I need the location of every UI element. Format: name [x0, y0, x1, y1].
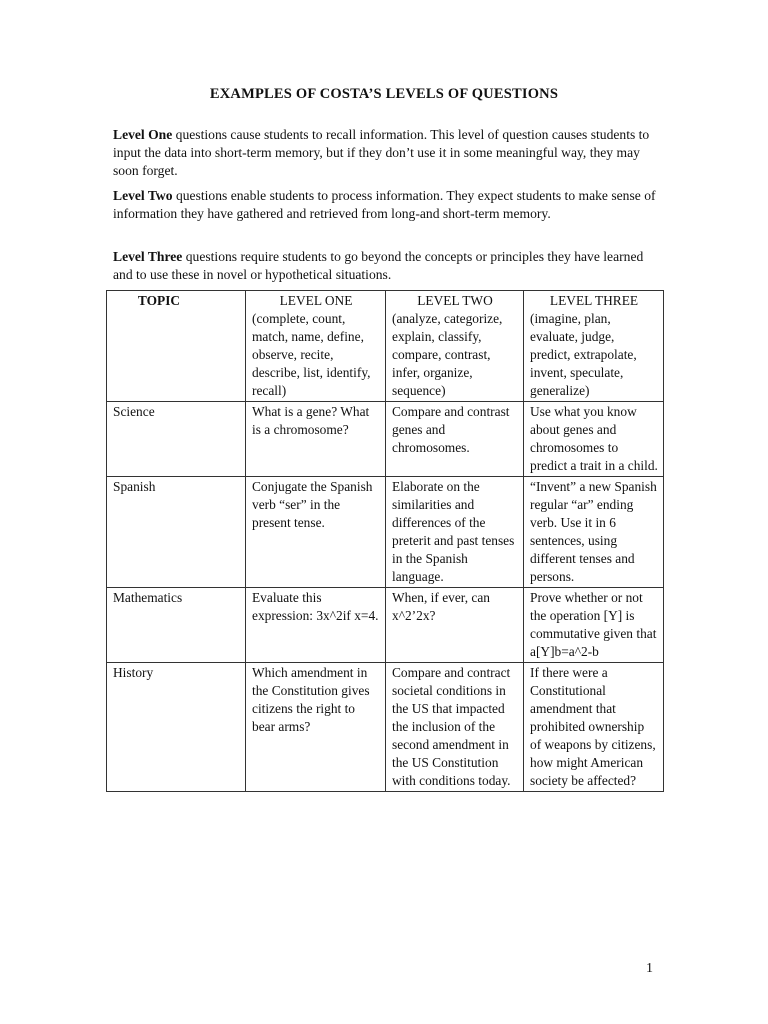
row-level-three: “Invent” a new Spanish regular “ar” ending verb. Use it in 6 sentences, using different tenses and persons. — [524, 477, 664, 588]
row-level-two: Elaborate on the similarities and differences of the preterit and past tenses in the Spanish language. — [386, 477, 524, 588]
header-level-three-title: LEVEL THREE — [549, 293, 639, 308]
header-level-one-title: LEVEL ONE — [279, 293, 353, 308]
row-level-two: When, if ever, can x^2’2x? — [386, 588, 524, 663]
row-topic: Science — [107, 402, 246, 477]
header-level-two — [386, 291, 524, 402]
row-level-one: What is a gene? What is a chromosome? — [246, 402, 386, 477]
row-level-two: Compare and contract societal conditions in the US that impacted the inclusion of the second amendment in the US Constitution with conditions today. — [386, 663, 524, 792]
row-level-three: Use what you know about genes and chromosomes to predict a trait in a child. — [524, 402, 664, 477]
header-level-one-desc: (complete, count, match, name, define, observe, recite, describe, list, identify, recall) — [252, 311, 371, 398]
page-title: EXAMPLES OF COSTA’S LEVELS OF QUESTIONS — [209, 86, 559, 102]
level-three-lead: Level Three — [113, 249, 183, 264]
level-one-lead: Level One — [113, 127, 173, 142]
level-three-paragraph — [113, 248, 658, 284]
header-topic: TOPIC — [107, 291, 246, 402]
table-header-row — [107, 291, 664, 402]
header-level-two-title: LEVEL TWO — [417, 293, 493, 308]
row-level-one: Evaluate this expression: 3x^2if x=4. — [246, 588, 386, 663]
costa-levels-table — [106, 290, 664, 792]
header-level-two-desc: (analyze, categorize, explain, classify, compare, contrast, infer, organize, sequence) — [392, 311, 503, 398]
row-level-two: Compare and contrast genes and chromosomes. — [386, 402, 524, 477]
level-two-paragraph — [113, 187, 658, 223]
row-level-three: Prove whether or not the operation [Y] is commutative given that a[Y]b=a^2-b — [524, 588, 664, 663]
level-one-paragraph — [113, 126, 658, 180]
table-row — [107, 588, 664, 663]
table-row — [107, 402, 664, 477]
level-three-text: questions require students to go beyond the concepts or principles they have learned and to use these in novel or hypothetical situations. — [113, 249, 644, 282]
level-one-text: questions cause students to recall information. This level of question causes students to input the data into short-term memory, but if they don’t use it in some meaningful way, they may soon forget. — [113, 127, 650, 178]
level-two-text: questions enable students to process information. They expect students to make sense of information they have gathered and retrieved from long-and short-term memory. — [113, 188, 656, 221]
row-level-one: Conjugate the Spanish verb “ser” in the present tense. — [246, 477, 386, 588]
table-row — [107, 663, 664, 792]
level-two-lead: Level Two — [113, 188, 173, 203]
page-number: 1 — [646, 961, 653, 976]
row-level-three: If there were a Constitutional amendment that prohibited ownership of weapons by citizens, how might American society be affected? — [524, 663, 664, 792]
header-level-three-desc: (imagine, plan, evaluate, judge, predict, extrapolate, invent, speculate, generalize) — [530, 311, 637, 398]
header-level-one — [246, 291, 386, 402]
row-topic: Mathematics — [107, 588, 246, 663]
row-topic: History — [107, 663, 246, 792]
header-level-three — [524, 291, 664, 402]
row-level-one: Which amendment in the Constitution gives citizens the right to bear arms? — [246, 663, 386, 792]
row-topic: Spanish — [107, 477, 246, 588]
table-row — [107, 477, 664, 588]
